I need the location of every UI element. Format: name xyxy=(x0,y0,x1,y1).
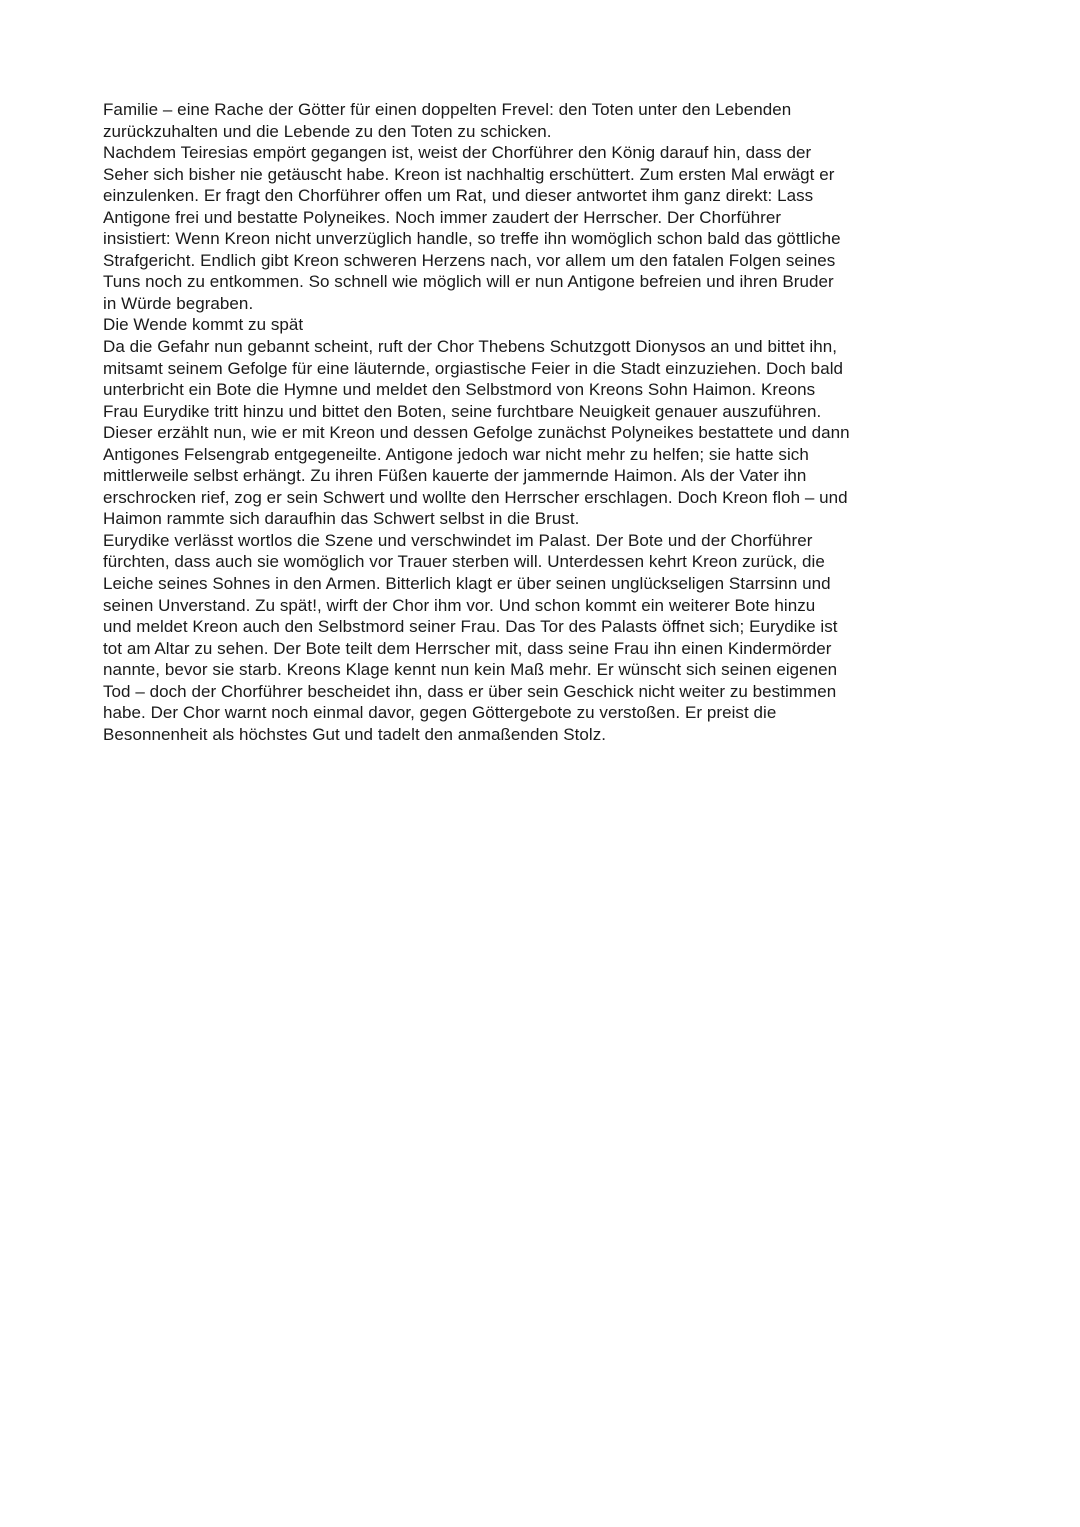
text-line: nannte, bevor sie starb. Kreons Klage kennt nun kein Maß mehr. Er wünscht sich seinen eigenen xyxy=(103,660,838,680)
text-line: Nachdem Teiresias empört gegangen ist, weist der Chorführer den König darauf hin, dass der xyxy=(103,143,812,163)
text-line: habe. Der Chor warnt noch einmal davor, gegen Göttergebote zu verstoßen. Er preist die xyxy=(103,703,777,723)
paragraph xyxy=(103,142,1003,314)
text-line: Antigones Felsengrab entgegeneilte. Antigone jedoch war nicht mehr zu helfen; sie hatte sich xyxy=(103,444,809,464)
text-line: in Würde begraben. xyxy=(103,293,254,313)
text-line: Frau Eurydike tritt hinzu und bittet den Boten, seine furchtbare Neuigkeit genauer auszuführen. xyxy=(103,401,822,421)
paragraph xyxy=(103,314,1003,336)
text-line: Tuns noch zu entkommen. So schnell wie möglich will er nun Antigone befreien und ihren Bruder xyxy=(103,272,834,292)
text-line: Eurydike verlässt wortlos die Szene und verschwindet im Palast. Der Bote und der Chorführer xyxy=(103,530,813,550)
text-line: Seher sich bisher nie getäuscht habe. Kreon ist nachhaltig erschüttert. Zum ersten Mal erwägt er xyxy=(103,164,835,184)
text-line: mittlerweile selbst erhängt. Zu ihren Füßen kauerte der jammernde Haimon. Als der Vater ihn xyxy=(103,466,807,486)
text-line: Strafgericht. Endlich gibt Kreon schweren Herzens nach, vor allem um den fatalen Folgen seines xyxy=(103,250,836,270)
paragraph xyxy=(103,336,1003,530)
text-line: zurückzuhalten und die Lebende zu den Toten zu schicken. xyxy=(103,121,552,141)
text-line: Besonnenheit als höchstes Gut und tadelt den anmaßenden Stolz. xyxy=(103,724,607,744)
text-line: seinen Unverstand. Zu spät!, wirft der Chor ihm vor. Und schon kommt ein weiterer Bote hinzu xyxy=(103,595,816,615)
text-line: Die Wende kommt zu spät xyxy=(103,315,304,335)
text-line: mitsamt seinem Gefolge für eine läuternde, orgiastische Feier in die Stadt einzuziehen. Doch bald xyxy=(103,358,844,378)
text-line: erschrocken rief, zog er sein Schwert und wollte den Herrscher erschlagen. Doch Kreon floh – und xyxy=(103,487,848,507)
text-line: Antigone frei und bestatte Polyneikes. Noch immer zaudert der Herrscher. Der Chorführer xyxy=(103,207,782,227)
text-line: Familie – eine Rache der Götter für einen doppelten Frevel: den Toten unter den Lebenden xyxy=(103,100,792,119)
text-line: unterbricht ein Bote die Hymne und meldet den Selbstmord von Kreons Sohn Haimon. Kreons xyxy=(103,380,816,400)
text-line: Dieser erzählt nun, wie er mit Kreon und dessen Gefolge zunächst Polyneikes bestattete und dann xyxy=(103,423,850,443)
text-line: Da die Gefahr nun gebannt scheint, ruft der Chor Thebens Schutzgott Dionysos an und bittet ihn, xyxy=(103,337,837,357)
text-line: Leiche seines Sohnes in den Armen. Bitterlich klagt er über seinen unglückseligen Starrsinn und xyxy=(103,574,831,594)
page-text xyxy=(103,99,1003,745)
text-line: fürchten, dass auch sie womöglich vor Trauer sterben will. Unterdessen kehrt Kreon zurück, die xyxy=(103,552,825,572)
text-line: und meldet Kreon auch den Selbstmord seiner Frau. Das Tor des Palasts öffnet sich; Eurydike ist xyxy=(103,617,838,637)
text-line: insistiert: Wenn Kreon nicht unverzüglich handle, so treffe ihn womöglich schon bald das göttliche xyxy=(103,229,841,249)
text-line: einzulenken. Er fragt den Chorführer offen um Rat, und dieser antwortet ihm ganz direkt: Lass xyxy=(103,186,814,206)
text-line: tot am Altar zu sehen. Der Bote teilt dem Herrscher mit, dass seine Frau ihn einen Kindermörder xyxy=(103,638,832,658)
text-line: Haimon rammte sich daraufhin das Schwert selbst in die Brust. xyxy=(103,509,580,529)
paragraph xyxy=(103,99,1003,142)
paragraph xyxy=(103,530,1003,745)
text-line: Tod – doch der Chorführer bescheidet ihn, dass er über sein Geschick nicht weiter zu bestimmen xyxy=(103,681,837,701)
